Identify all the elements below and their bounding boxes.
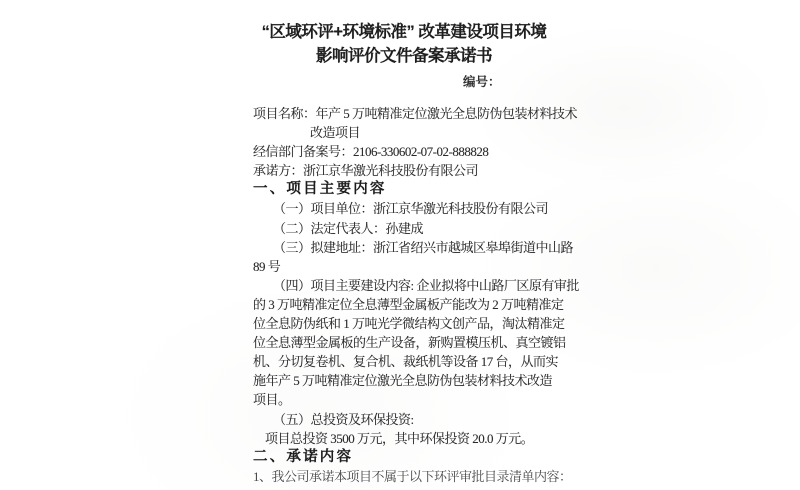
document-line: 一、项目主要内容	[253, 181, 387, 198]
document-line: 改造项目	[310, 125, 361, 141]
document-body	[253, 104, 579, 486]
document-title-line2: 影响评价文件备案承诺书	[316, 47, 492, 65]
document-line: 项目名称：年产 5 万吨精准定位激光全息防伪包装材料技术	[253, 106, 578, 121]
document-line: 的 3 万吨精准定位全息薄型金属板产能改为 2 万吨精准定	[253, 296, 564, 312]
document-line: （四）项目主要建设内容: 企业拟将中山路厂区原有审批	[273, 277, 579, 293]
document-line: 承诺方：浙江京华激光科技股份有限公司	[253, 163, 479, 179]
document-page	[253, 0, 579, 490]
document-title-line1: “区域环评+环境标准” 改革建设项目环境	[261, 23, 547, 41]
document-line: （三）拟建地址：浙江省绍兴市越城区皋埠街道中山路	[273, 239, 574, 255]
document-line: 项目总投资 3500 万元，其中环保投资 20.0 万元。	[265, 430, 534, 446]
document-line: （一）项目单位：浙江京华激光科技股份有限公司	[273, 201, 549, 217]
document-line: （五）总投资及环保投资:	[273, 411, 414, 427]
document-line: 89 号	[253, 258, 281, 274]
document-line: 位全息薄型金属板的生产设备，新购置模压机、真空镀铝	[253, 335, 566, 351]
document-line: 施年产 5 万吨精准定位激光全息防伪包装材料技术改造	[253, 373, 553, 389]
document-line: 二、承诺内容	[253, 448, 354, 465]
serial-number-label: 编号：	[463, 75, 501, 89]
document-line: （二）法定代表人：孙建成	[273, 220, 424, 236]
document-title	[239, 20, 569, 68]
document-line: 机、分切复卷机、复合机、裁纸机等设备 17 台，从而实	[253, 354, 559, 370]
document-line: 1、我公司承诺本项目不属于以下环评审批目录清单内容：	[253, 468, 572, 484]
document-line: 项目。	[253, 392, 291, 408]
document-line: 位全息防伪纸和 1 万吨光学微结构文创产品，淘汰精准定	[253, 316, 565, 332]
document-line: 经信部门备案号：2106-330602-07-02-888828	[253, 144, 489, 160]
